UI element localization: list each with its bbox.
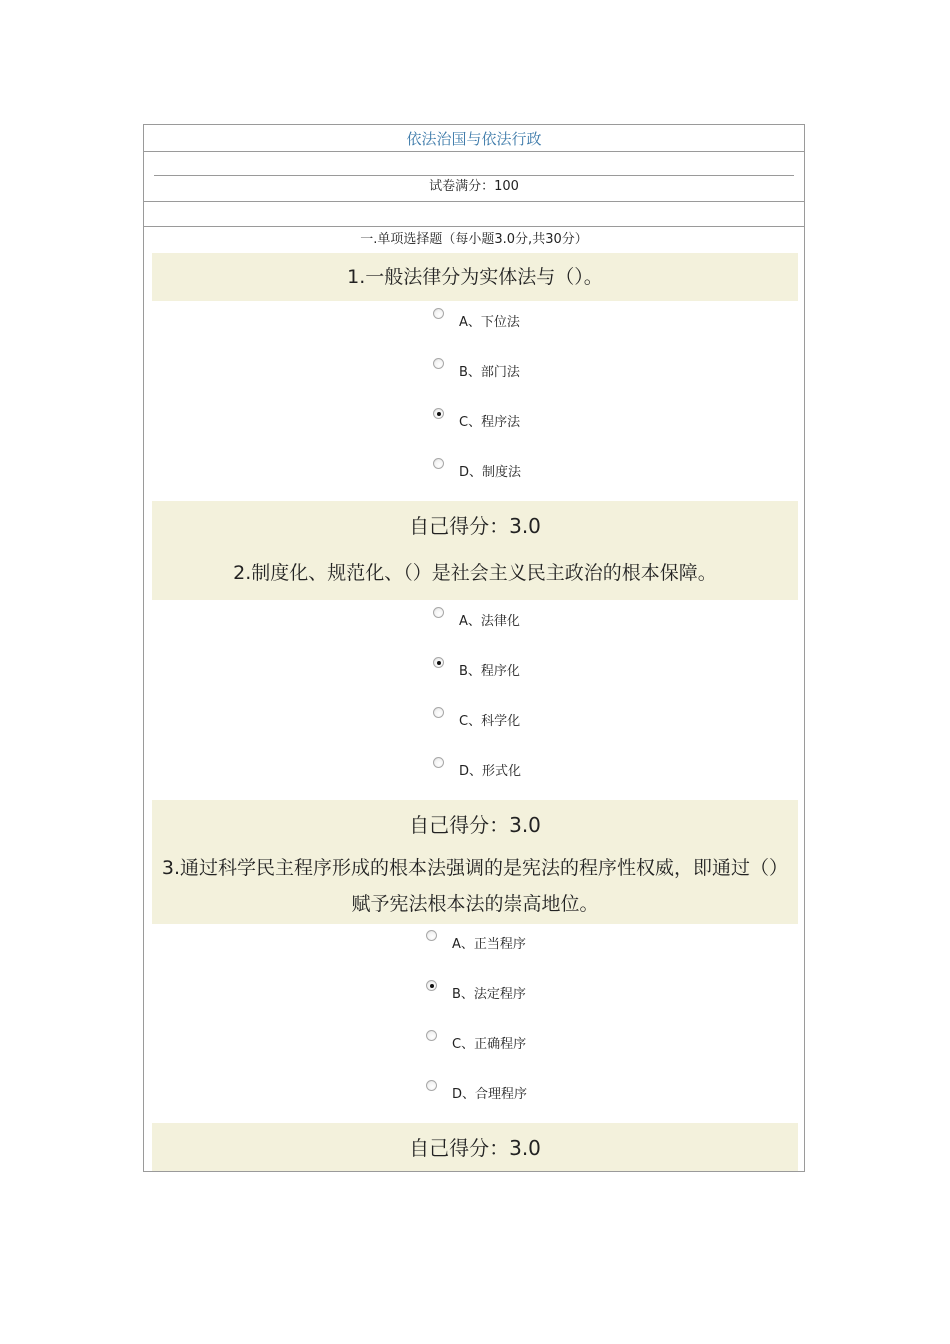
option-label: D、合理程序	[452, 1087, 528, 1102]
option-label: B、法定程序	[452, 987, 526, 1002]
option-label: B、部门法	[459, 365, 520, 380]
radio-button-checked[interactable]	[426, 980, 437, 991]
exam-title: 依法治国与依法行政	[406, 130, 542, 148]
radio-button[interactable]	[433, 308, 444, 319]
divider	[144, 226, 804, 227]
section-title: 一.单项选择题（每小题3.0分,共30分）	[360, 232, 588, 247]
divider	[154, 175, 794, 176]
option-label: A、下位法	[459, 315, 520, 330]
question-2	[152, 501, 798, 600]
question-1	[152, 253, 798, 301]
question-text: 1.一般法律分为实体法与（）。	[347, 266, 603, 288]
radio-button[interactable]	[426, 1080, 437, 1091]
option-label: D、形式化	[459, 764, 522, 779]
self-score: 自己得分：3.0	[409, 813, 541, 837]
radio-button[interactable]	[426, 930, 437, 941]
radio-button-checked[interactable]	[433, 408, 444, 419]
option-label: B、程序化	[459, 664, 520, 679]
radio-button[interactable]	[433, 458, 444, 469]
divider	[144, 201, 804, 202]
full-score: 试卷满分：100	[429, 179, 519, 194]
option-label: C、科学化	[459, 714, 521, 729]
option-label: A、法律化	[459, 614, 520, 629]
question-text: 3.通过科学民主程序形成的根本法强调的是宪法的程序性权威，即通过（）赋予宪法根本法的崇高地位。	[161, 857, 789, 915]
radio-button[interactable]	[426, 1030, 437, 1041]
radio-button[interactable]	[433, 707, 444, 718]
self-score: 自己得分：3.0	[409, 514, 541, 538]
option-label: A、正当程序	[452, 937, 526, 952]
question-text: 2.制度化、规范化、（）是社会主义民主政治的根本保障。	[233, 562, 717, 584]
option-label: C、程序法	[459, 415, 521, 430]
option-label: D、制度法	[459, 465, 522, 480]
radio-button-checked[interactable]	[433, 657, 444, 668]
score-3	[152, 1123, 798, 1171]
radio-button[interactable]	[433, 757, 444, 768]
self-score: 自己得分：3.0	[409, 1136, 541, 1160]
option-label: C、正确程序	[452, 1037, 527, 1052]
radio-button[interactable]	[433, 607, 444, 618]
radio-button[interactable]	[433, 358, 444, 369]
exam-frame	[143, 124, 805, 1172]
divider	[144, 151, 804, 152]
question-3	[152, 800, 798, 924]
